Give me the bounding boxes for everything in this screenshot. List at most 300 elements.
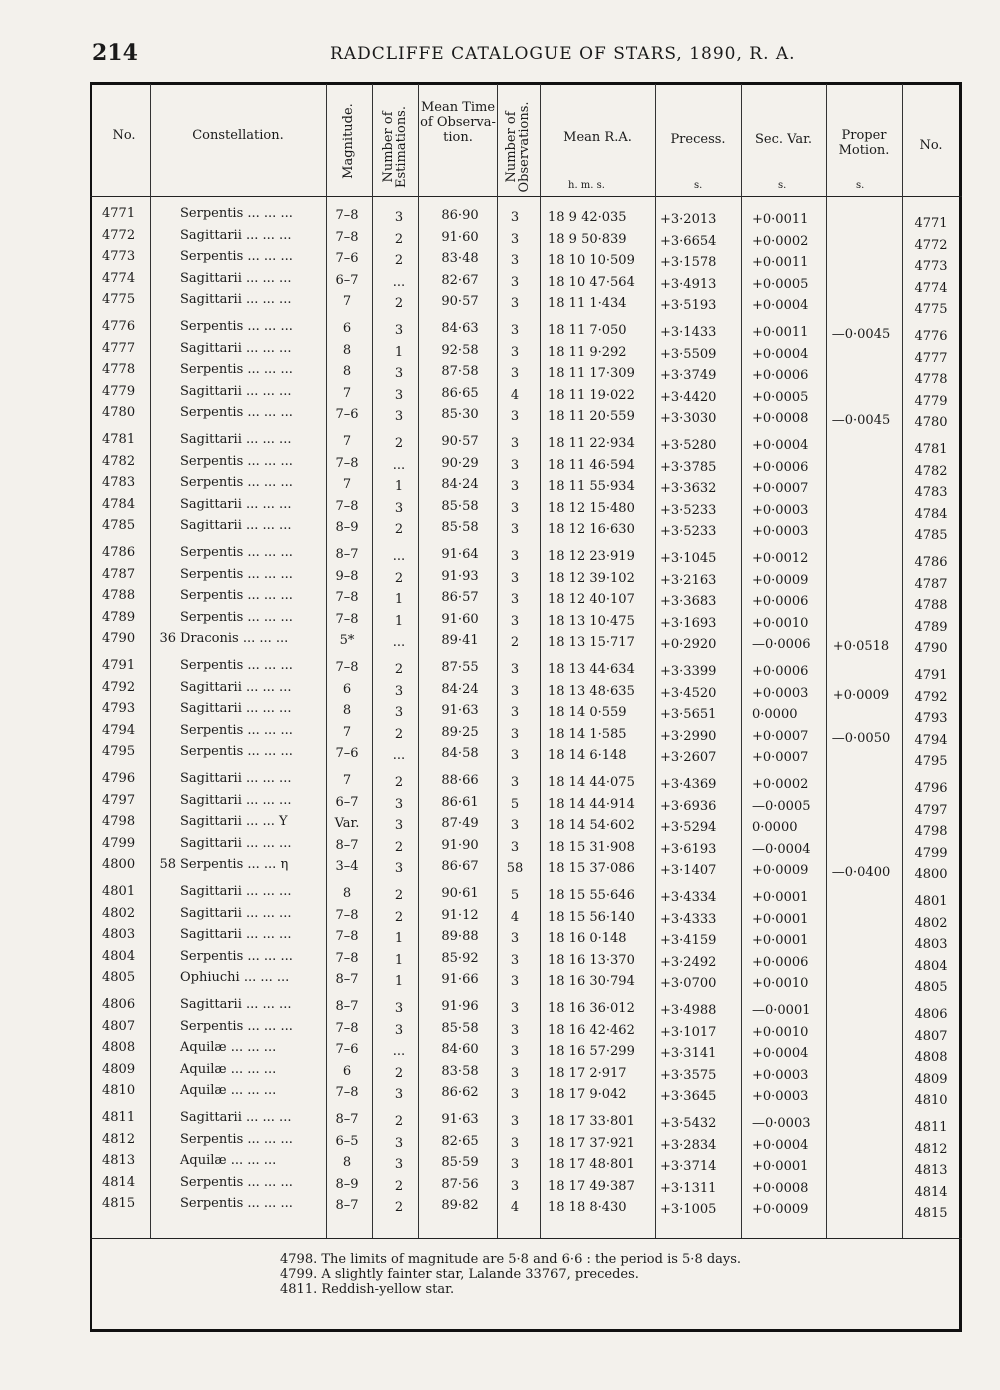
mean-time-cell: 83·58 [441,1063,479,1079]
constellation-name: Sagittarii ... ... ... [180,835,292,851]
row-number: 4804 [102,948,136,964]
constellation-name: Sagittarii ... ... ... [180,227,292,243]
constellation-cell [150,1040,330,1056]
row-number: 4803 [102,927,136,943]
estimations-cell: 2 [394,775,404,790]
constellation-name: Serpentis ... ... ... [180,1196,293,1212]
mean-ra-cell: 18 17 2·917 [548,1065,627,1081]
sec-var-cell: +0·0010 [752,976,809,992]
magnitude-cell: 8 [342,886,352,901]
constellation-cell [150,341,330,357]
row-number: 4810 [102,1083,136,1099]
constellation-name: Sagittarii ... ... ... [180,884,292,899]
magnitude-cell: 7–8 [335,455,359,471]
observations-cell: 3 [510,1114,520,1129]
sec-var-cell: +0·0001 [752,933,809,949]
magnitude-cell: 7 [342,724,352,740]
row-number: 4797 [102,792,136,808]
precession-cell: +3·1693 [660,615,717,631]
mean-time-cell: 82·67 [441,272,479,288]
precession-cell: +3·1017 [660,1024,717,1040]
row-number-right: 4798 [914,824,948,840]
row-number: 4786 [102,545,136,560]
magnitude-cell: 7–8 [335,498,359,514]
constellation-name: Serpentis ... ... ... [180,362,293,378]
mean-time-cell: 86·90 [441,208,479,223]
constellation-name: Serpentis ... ... ... [180,545,293,560]
magnitude-cell: 7–8 [335,229,359,245]
estimations-cell: 3 [394,796,404,812]
observations-cell: 3 [510,1135,520,1151]
mean-time-cell: 91·12 [441,907,479,923]
row-number-right: 4812 [914,1141,948,1157]
row-number: 4777 [102,340,136,356]
footnotes [280,1252,741,1297]
observations-cell: 3 [510,366,520,382]
row-number: 4771 [102,206,136,221]
constellation-cell [150,631,330,647]
row-number-right: 4805 [914,980,948,996]
magnitude-cell: 7–8 [335,611,359,627]
sec-var-cell: +0·0004 [752,346,809,362]
row-number: 4799 [102,835,136,851]
sec-var-cell: +0·0007 [752,481,809,497]
row-number-right: 4789 [914,619,948,635]
row-number-right: 4786 [914,555,948,570]
constellation-name: Sagittarii ... ... ... [180,292,292,308]
row-number: 4790 [102,631,136,647]
magnitude-cell: 8 [342,703,352,719]
estimations-cell: 1 [394,974,404,990]
observations-cell: 4 [510,1200,520,1216]
constellation-name: Sagittarii ... ... ... [180,792,292,808]
mean-time-cell: 91·96 [441,999,479,1014]
mean-ra-cell: 18 13 15·717 [548,635,635,651]
row-number: 4796 [102,771,136,786]
constellation-cell [150,497,330,513]
magnitude-cell: 7 [342,434,352,449]
precession-cell: +3·6193 [660,841,717,857]
mean-ra-cell: 18 16 57·299 [548,1044,635,1060]
mean-ra-cell: 18 15 37·086 [548,861,635,877]
constellation-cell [150,814,330,830]
magnitude-cell: 6–7 [335,794,359,810]
row-number-right: 4802 [914,915,948,931]
sec-var-cell: +0·0006 [752,664,809,679]
precession-cell: +3·3645 [660,1089,717,1105]
mean-time-cell: 91·63 [441,1112,479,1127]
row-number-right: 4771 [914,216,948,231]
estimations-cell: ... [392,635,406,651]
constellation-name: Serpentis ... ... ... [180,722,293,738]
mean-time-cell: 90·57 [441,434,479,449]
precession-cell: +3·1005 [660,1202,717,1218]
mean-time-cell: 82·65 [441,1133,479,1149]
page-number: 214 [92,40,138,66]
sec-var-cell: 0·0000 [752,820,798,836]
constellation-cell [150,1062,330,1078]
mean-time-cell: 84·24 [441,681,479,697]
magnitude-cell: 8–7 [335,547,359,562]
observations-cell: 3 [510,296,520,312]
row-number: 4791 [102,658,136,673]
magnitude-cell: 8–9 [335,520,359,536]
constellation-name: Serpentis ... ... ... [180,475,293,491]
header-magnitude: Magnitude. [341,103,356,179]
precession-cell: +0·2920 [660,637,717,653]
estimations-cell: 2 [394,1178,404,1194]
mean-ra-cell: 18 16 42·462 [548,1022,635,1038]
estimations-cell: 2 [394,662,404,677]
observations-cell: 3 [510,683,520,699]
estimations-cell: 2 [394,253,404,269]
estimations-cell: 2 [394,888,404,903]
precession-cell: +3·3785 [660,459,717,475]
row-number-right: 4782 [914,463,948,479]
row-number-right: 4774 [914,280,948,296]
row-number: 4808 [102,1040,136,1056]
mean-time-cell: 83·48 [441,251,479,267]
proper-motion-cell: +0·0518 [832,639,890,655]
mean-ra-cell: 18 11 17·309 [548,366,635,382]
row-number: 4785 [102,518,136,534]
observations-cell: 58 [506,861,524,877]
observations-cell: 3 [510,775,520,790]
constellation-cell [150,970,330,986]
row-number: 4805 [102,970,136,986]
magnitude-cell: 8–7 [335,972,359,988]
constellation-cell [150,658,330,674]
mean-time-cell: 88·66 [441,773,479,788]
header-precess: Precess. [670,132,726,147]
row-number-right: 4800 [914,867,948,883]
row-number: 4806 [102,997,136,1012]
row-number-right: 4796 [914,781,948,796]
row-number: 4775 [102,292,136,308]
mean-ra-cell: 18 16 36·012 [548,1001,635,1016]
estimations-cell: 3 [394,1001,404,1016]
constellation-cell [150,857,330,873]
magnitude-cell: 8–9 [335,1176,359,1192]
constellation-cell [150,384,330,400]
row-number-right: 4784 [914,506,948,522]
sec-var-cell: +0·0001 [752,911,809,927]
estimations-cell: 2 [394,1200,404,1216]
precession-cell: +3·2013 [660,212,717,227]
constellation-name: Serpentis ... ... ... [180,206,293,221]
sec-var-cell: +0·0007 [752,728,809,744]
magnitude-cell: 7–8 [335,929,359,945]
magnitude-cell: 8–7 [335,1112,359,1127]
constellation-cell [150,680,330,696]
constellation-cell [150,1132,330,1148]
observations-cell: 3 [510,231,520,247]
row-number-right: 4773 [914,259,948,275]
constellation-cell [150,518,330,534]
row-number: 4787 [102,566,136,582]
mean-time-cell: 87·49 [441,816,479,832]
row-number-right: 4803 [914,937,948,953]
row-number: 4772 [102,227,136,243]
row-number: 4784 [102,496,136,512]
observations-cell: 3 [510,952,520,968]
constellation-cell [150,1110,330,1126]
precession-cell: +3·5280 [660,438,717,453]
constellation-name: Sagittarii ... ... ... [180,1110,292,1125]
magnitude-cell: 7–8 [335,1085,359,1101]
proper-motion-cell: —0·0045 [831,327,891,342]
mean-ra-cell: 18 12 15·480 [548,500,635,516]
row-number-right: 4792 [914,689,948,705]
header-observations: Number of Observations. [504,101,532,193]
precession-cell: +3·3575 [660,1067,717,1083]
precession-cell: +3·3749 [660,368,717,384]
mean-ra-cell: 18 16 30·794 [548,974,635,990]
sec-var-cell: +0·0002 [752,777,809,792]
mean-time-cell: 86·62 [441,1085,479,1101]
estimations-cell: 3 [394,387,404,403]
magnitude-cell: 6 [342,321,352,336]
row-number-right: 4779 [914,393,948,409]
mean-time-cell: 85·30 [441,407,479,423]
estimations-cell: 1 [394,613,404,629]
precession-cell: +3·3714 [660,1159,717,1175]
precession-cell: +3·4913 [660,276,717,292]
constellation-name: Sagittarii ... ... ... [180,270,292,286]
row-number-right: 4791 [914,668,948,683]
estimations-cell: 2 [394,296,404,312]
row-number: 4780 [102,405,136,421]
constellation-cell [150,228,330,244]
sec-var-cell: +0·0004 [752,298,809,314]
sec-var-cell: +0·0004 [752,438,809,453]
constellation-name: Serpentis ... ... ... [180,1174,293,1190]
sec-var-cell: +0·0011 [752,325,809,340]
constellation-name: Serpentis ... ... ... [180,744,293,760]
mean-time-cell: 86·57 [441,590,479,606]
sec-var-cell: +0·0008 [752,411,809,427]
magnitude-cell: 5* [339,633,355,649]
precession-cell: +3·1045 [660,551,717,566]
precession-cell: +3·4159 [660,933,717,949]
mean-time-cell: 91·60 [441,611,479,627]
mean-time-cell: 84·24 [441,477,479,493]
estimations-cell: ... [392,1044,406,1060]
row-number: 4795 [102,744,136,760]
page-title: RADCLIFFE CATALOGUE OF STARS, 1890, R. A. [330,44,796,64]
column-divider [902,84,903,1238]
row-number-right: 4790 [914,641,948,657]
mean-time-cell: 84·60 [441,1042,479,1058]
observations-cell: 3 [510,839,520,855]
mean-ra-cell: 18 18 8·430 [548,1200,627,1216]
magnitude-cell: 7–8 [335,950,359,966]
constellation-name: Serpentis ... ... ... [180,566,293,582]
estimations-cell: 2 [394,570,404,586]
observations-cell: 3 [510,549,520,564]
precession-cell: +3·0700 [660,976,717,992]
magnitude-cell: 3–4 [335,859,359,875]
proper-motion-cell: —0·0400 [831,865,891,881]
precession-cell: +3·4333 [660,911,717,927]
row-number: 4782 [102,453,136,469]
mean-time-cell: 84·63 [441,321,479,336]
estimations-cell: 1 [394,479,404,495]
sec-var-cell: +0·0003 [752,502,809,518]
precession-cell: +3·3399 [660,664,717,679]
precession-cell: +3·5432 [660,1116,717,1131]
constellation-name: Sagittarii ... ... ... [180,701,292,717]
precession-cell: +3·5651 [660,707,717,723]
observations-cell: 3 [510,1065,520,1081]
estimations-cell: 3 [394,861,404,877]
sec-var-cell: +0·0005 [752,276,809,292]
sec-var-cell: +0·0003 [752,1089,809,1105]
constellation-cell [150,1083,330,1099]
observations-cell: 5 [510,796,520,812]
constellation-name: Serpentis ... ... ... [180,319,293,334]
row-number-right: 4777 [914,350,948,366]
observations-cell: 3 [510,274,520,290]
constellation-name: Ophiuchi ... ... ... [180,970,290,986]
precession-cell: +3·2834 [660,1137,717,1153]
constellation-cell [150,362,330,378]
header-no: No. [112,128,136,143]
header-pm-unit: s. [856,180,865,191]
constellation-cell [150,997,330,1013]
observations-cell: 3 [510,592,520,608]
mean-time-cell: 91·66 [441,972,479,988]
mean-ra-cell: 18 12 39·102 [548,570,635,586]
row-number-right: 4794 [914,732,948,748]
row-number-right: 4810 [914,1093,948,1109]
mean-time-cell: 91·64 [441,547,479,562]
row-number: 4809 [102,1061,136,1077]
mean-ra-cell: 18 17 37·921 [548,1135,635,1151]
constellation-cell [150,771,330,787]
mean-time-cell: 91·63 [441,703,479,719]
observations-cell: 3 [510,323,520,338]
constellation-cell [150,567,330,583]
constellation-name: Sagittarii ... ... ... [180,383,292,399]
precession-cell: +3·2492 [660,954,717,970]
estimations-cell: ... [392,549,406,564]
mean-time-cell: 85·58 [441,498,479,514]
mean-time-cell: 84·58 [441,746,479,762]
row-number: 4793 [102,701,136,717]
magnitude-cell: 7–6 [335,251,359,267]
column-divider [372,84,373,1238]
mean-time-cell: 86·65 [441,385,479,401]
mean-time-cell: 85·59 [441,1155,479,1171]
precession-cell: +3·6936 [660,798,717,814]
header-mean-ra: Mean R.A. [563,130,632,145]
header-precess-unit: s. [694,180,703,191]
constellation-cell [150,545,330,561]
sec-var-cell: —0·0005 [752,798,811,814]
mean-ra-cell: 18 11 20·559 [548,409,635,425]
mean-time-cell: 91·60 [441,229,479,245]
constellation-cell [150,927,330,943]
observations-cell: 3 [510,705,520,721]
sec-var-cell: +0·0008 [752,1180,809,1196]
mean-ra-cell: 18 16 0·148 [548,931,627,947]
sec-var-cell: +0·0001 [752,890,809,905]
sec-var-cell: +0·0003 [752,685,809,701]
sec-var-cell: +0·0006 [752,368,809,384]
magnitude-cell: 7 [342,294,352,310]
observations-cell: 5 [510,888,520,903]
row-number-right: 4780 [914,415,948,431]
sec-var-cell: +0·0012 [752,551,809,566]
sec-var-cell: —0·0004 [752,841,811,857]
mean-ra-cell: 18 14 44·914 [548,796,635,812]
sec-var-cell: —0·0003 [752,1116,811,1131]
row-number: 4792 [102,679,136,695]
observations-cell: 4 [510,909,520,925]
estimations-cell: 3 [394,1087,404,1103]
mean-ra-cell: 18 14 0·559 [548,705,627,721]
sec-var-cell: +0·0002 [752,233,809,249]
mean-time-cell: 89·41 [441,633,479,649]
estimations-cell: 2 [394,436,404,451]
mean-ra-cell: 18 9 50·839 [548,231,627,247]
precession-cell: +3·1578 [660,255,717,271]
mean-time-cell: 92·58 [441,342,479,358]
row-number-right: 4815 [914,1206,948,1222]
row-number: 4813 [102,1153,136,1169]
precession-cell: +3·5233 [660,502,717,518]
constellation-cell [150,249,330,265]
row-number-right: 4795 [914,754,948,770]
row-number-right: 4808 [914,1050,948,1066]
magnitude-cell: 7 [342,477,352,493]
constellation-cell [150,906,330,922]
sec-var-cell: —0·0001 [752,1003,811,1018]
estimations-cell: 3 [394,1157,404,1173]
row-number-right: 4775 [914,302,948,318]
precession-cell: +3·4520 [660,685,717,701]
constellation-name: Sagittarii ... ... ... [180,679,292,695]
observations-cell: 3 [510,436,520,451]
constellation-name: Aquilæ ... ... ... [180,1040,277,1056]
mean-time-cell: 89·82 [441,1198,479,1214]
row-number-right: 4788 [914,598,948,614]
row-number-right: 4797 [914,802,948,818]
magnitude-cell: 7–8 [335,590,359,606]
sec-var-cell: +0·0009 [752,863,809,879]
magnitude-cell: 7–6 [335,407,359,423]
row-number: 4773 [102,249,136,265]
mean-time-cell: 85·58 [441,520,479,536]
mean-ra-cell: 18 12 23·919 [548,549,635,564]
row-number-right: 4787 [914,576,948,592]
estimations-cell: 3 [394,409,404,425]
mean-time-cell: 90·29 [441,455,479,471]
constellation-cell [150,475,330,491]
row-number: 4800 [102,857,136,873]
mean-ra-cell: 18 17 33·801 [548,1114,635,1129]
notes-divider [90,1238,962,1239]
mean-time-cell: 87·56 [441,1176,479,1192]
magnitude-cell: 7–8 [335,907,359,923]
mean-ra-cell: 18 15 55·646 [548,888,635,903]
row-number: 4781 [102,432,136,447]
sec-var-cell: +0·0011 [752,255,809,271]
footnote: 4799. A slightly fainter star, Lalande 33767, precedes. [280,1267,639,1282]
observations-cell: 3 [510,479,520,495]
mean-ra-cell: 18 11 7·050 [548,323,627,338]
